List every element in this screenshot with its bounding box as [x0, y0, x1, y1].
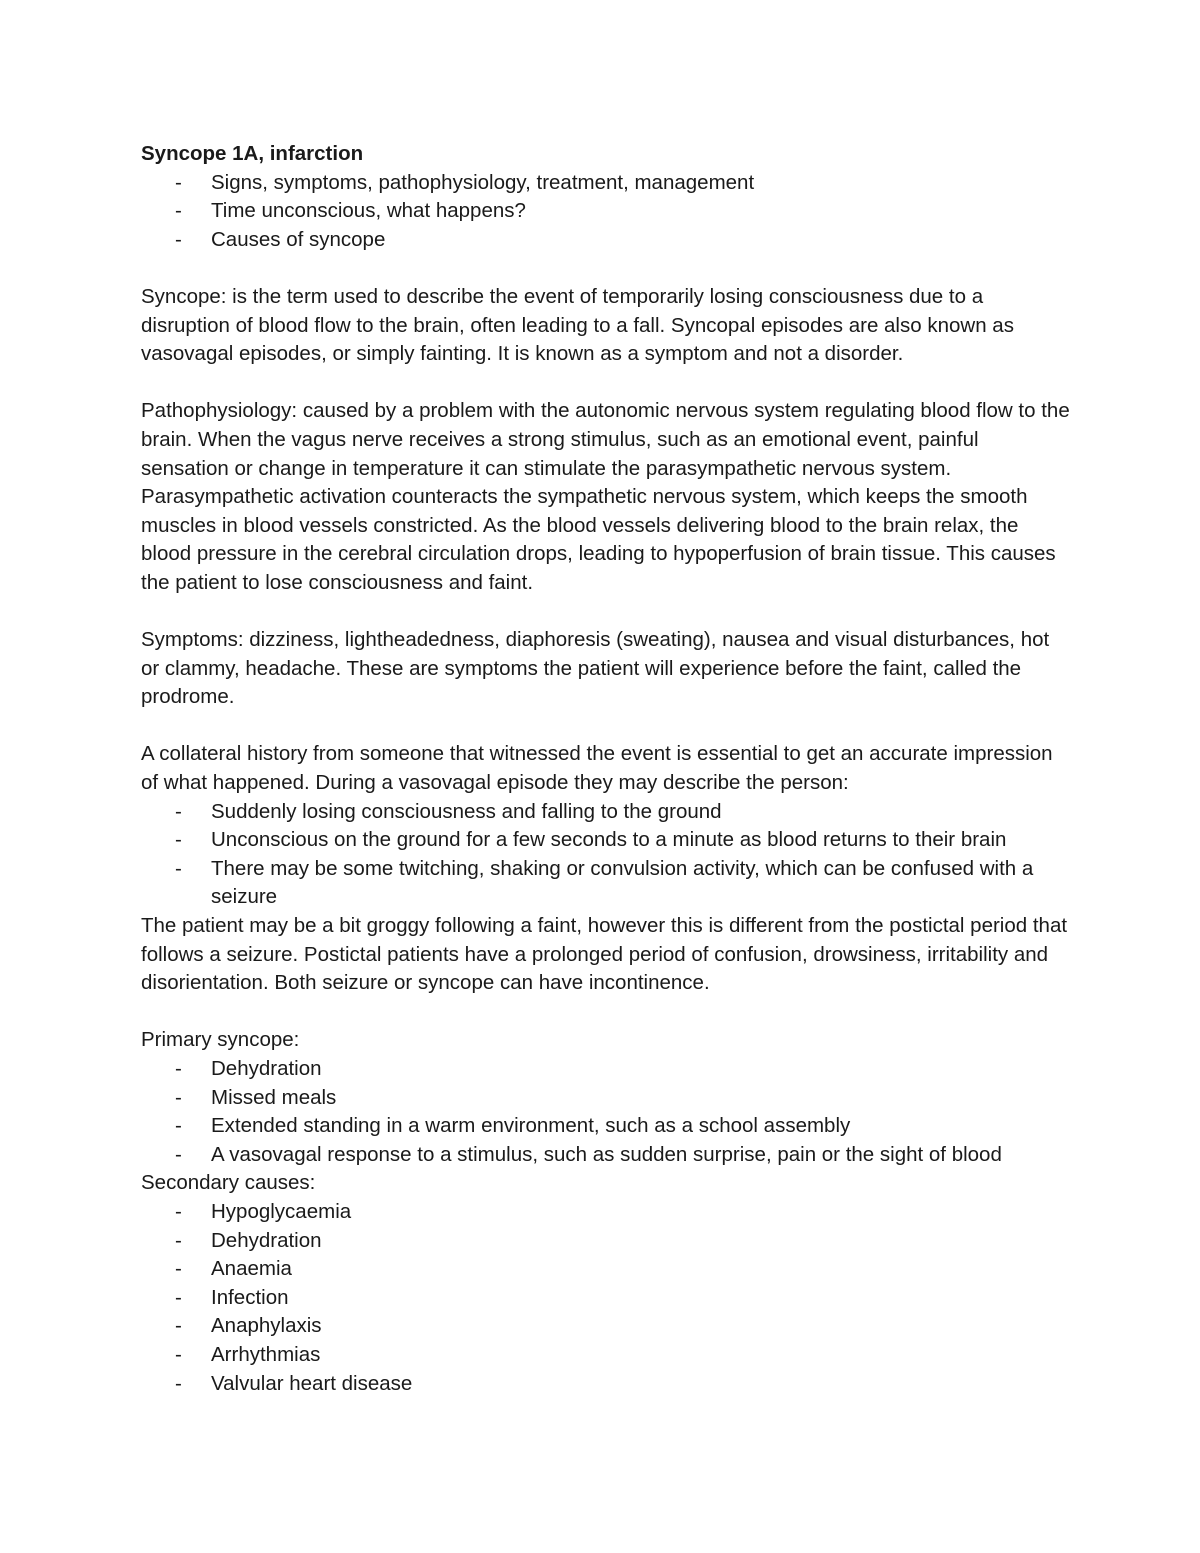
pathophysiology-paragraph: Pathophysiology: caused by a problem with the autonomic nervous system regulating blood flow to the brain. When the vagus nerve receives a strong stimulus, such as an emotional event, painful sensation or change in temperature it can stimulate the parasympathetic nervous system. Parasympathetic activation counteracts the sympathetic nervous system, which keeps the smooth muscles in blood vessels constricted. As the blood vessels delivering blood to the brain relax, the blood pressure in the cerebral circulation drops, leading to hypoperfusion of brain tissue. This causes the patient to lose consciousness and faint. — [141, 399, 1070, 594]
document-page — [141, 140, 1071, 1398]
list-item: - Dehydration — [211, 1055, 1071, 1084]
list-item: - Time unconscious, what happens? — [211, 197, 1071, 226]
list-item: - Infection — [211, 1284, 1071, 1313]
list-item: - Anaemia — [211, 1255, 1071, 1284]
list-item: - Extended standing in a warm environment, such as a school assembly — [211, 1112, 1071, 1141]
secondary-causes-list — [141, 1198, 1071, 1398]
symptoms-paragraph: Symptoms: dizziness, lightheadedness, diaphoresis (sweating), nausea and visual disturbances, hot or clammy, headache. These are symptoms the patient will experience before the faint, called the prodrome. — [141, 628, 1050, 709]
list-item: - Anaphylaxis — [211, 1312, 1071, 1341]
list-item: - Missed meals — [211, 1084, 1071, 1113]
list-item: - A vasovagal response to a stimulus, such as sudden surprise, pain or the sight of blood — [211, 1141, 1071, 1170]
list-item: - Suddenly losing consciousness and falling to the ground — [211, 798, 1071, 827]
list-item: - There may be some twitching, shaking or convulsion activity, which can be confused with a seizure — [211, 855, 1071, 912]
intro-list — [141, 169, 1071, 255]
collateral-history-paragraph: A collateral history from someone that witnessed the event is essential to get an accurate impression of what happened. During a vasovagal episode they may describe the person: — [141, 742, 1053, 795]
list-item: - Dehydration — [211, 1227, 1071, 1256]
primary-syncope-list — [141, 1055, 1071, 1169]
list-item: - Unconscious on the ground for a few seconds to a minute as blood returns to their brain — [211, 826, 1071, 855]
list-item: - Signs, symptoms, pathophysiology, treatment, management — [211, 169, 1071, 198]
document-title: Syncope 1A, infarction — [141, 142, 364, 165]
postictal-paragraph: The patient may be a bit groggy following a faint, however this is different from the postictal period that follows a seizure. Postictal patients have a prolonged period of confusion, drowsiness, irritability and disorientation. Both seizure or syncope can have incontinence. — [141, 914, 1068, 995]
primary-syncope-heading: Primary syncope: — [141, 1028, 300, 1052]
secondary-causes-heading: Secondary causes: — [141, 1171, 316, 1195]
collateral-list — [141, 798, 1071, 912]
list-item: - Valvular heart disease — [211, 1370, 1071, 1399]
list-item: - Hypoglycaemia — [211, 1198, 1071, 1227]
list-item: - Arrhythmias — [211, 1341, 1071, 1370]
definition-paragraph: Syncope: is the term used to describe the event of temporarily losing consciousness due to a disruption of blood flow to the brain, often leading to a fall. Syncopal episodes are also known as vasovagal episodes, or simply fainting. It is known as a symptom and not a disorder. — [141, 284, 1014, 366]
list-item: - Causes of syncope — [211, 226, 1071, 255]
